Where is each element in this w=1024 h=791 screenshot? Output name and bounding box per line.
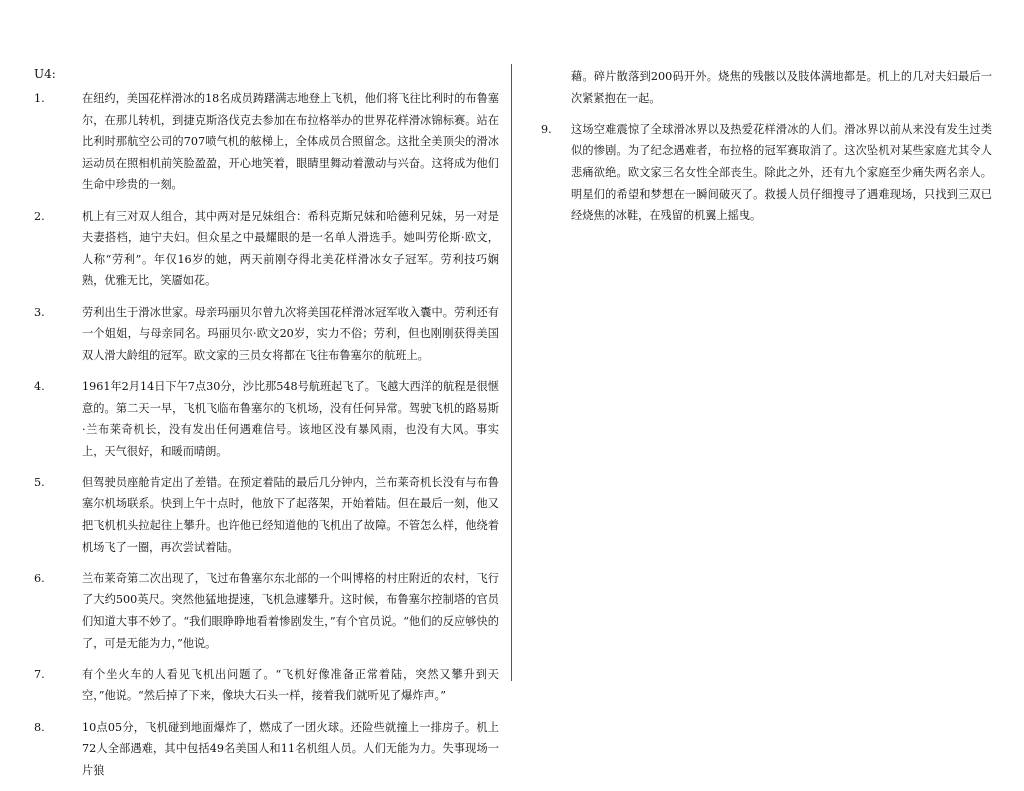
paragraph-3 <box>34 302 499 367</box>
paragraph-2 <box>34 206 499 292</box>
right-column <box>541 66 992 236</box>
paragraph-number: 5. <box>34 475 45 489</box>
paragraph-number: 1. <box>34 92 45 105</box>
paragraph-text: 兰布莱奇第二次出现了，飞过布鲁塞尔东北部的一个叫博格的村庄附近的农村，飞行了大约500英尺。突然他猛地提速，飞机急遽攀升。这时候，布鲁塞尔控制塔的官员们知道大事不妙了。“我们眼睁睁地看着惨剧发生，”有个官员说。“他们的反应够快的了，可是无能为力，”他说。 <box>82 571 499 650</box>
paragraph-text: 这场空难震惊了全球滑冰界以及热爱花样滑冰的人们。滑冰界以前从来没有发生过类似的惨剧。为了纪念遇难者，布拉格的冠军赛取消了。这次坠机对某些家庭尤其令人悲痛欲绝。欧文家三名女性全部丧生。除此之外，还有九个家庭至少痛失两名亲人。明星们的希望和梦想在一瞬间破灭了。救援人员仔细搜寻了遇难现场，只找到三双已经烧焦的冰鞋，在残留的机翼上摇曳。 <box>571 122 992 223</box>
paragraph-text: 藉。碎片散落到200码开外。烧焦的残骸以及肢体满地都是。机上的几对夫妇最后一次紧紧抱在一起。 <box>571 70 992 105</box>
paragraph-text: 劳利出生于滑冰世家。母亲玛丽贝尔曾九次将美国花样滑冰冠军收入囊中。劳利还有一个姐姐，与母亲同名。玛丽贝尔·欧文20岁，实力不俗；劳利，但也刚刚获得美国双人滑大龄组的冠军。欧文家的三员女将都在飞往布鲁塞尔的航班上。 <box>82 305 499 362</box>
paragraph-text: 10点05分，飞机碰到地面爆炸了，燃成了一团火球。还险些就撞上一排房子。机上72人全部遇难，其中包括49名美国人和11名机组人员。人们无能为力。失事现场一片狼 <box>82 720 499 777</box>
paragraph-text: 1961年2月14日下午7点30分，沙比那548号航班起飞了。飞越大西洋的航程是很惬意的。第二天一早，飞机飞临布鲁塞尔的飞机场，没有任何异常。驾驶飞机的路易斯·兰布莱奇机长，没有发出任何遇难信号。该地区没有暴风雨，也没有大风。事实上，天气很好，和暖而晴朗。 <box>82 379 499 458</box>
paragraph-4 <box>34 376 499 462</box>
paragraph-9 <box>541 119 992 227</box>
paragraph-number: 2. <box>34 209 45 223</box>
paragraph-text: 有个坐火车的人看见飞机出问题了。“飞机好像准备正常着陆，突然又攀升到天空，”他说。“然后掉了下来，像块大石头一样，接着我们就听见了爆炸声。” <box>82 667 499 703</box>
paragraph-1 <box>34 88 499 196</box>
paragraph-7 <box>34 664 499 707</box>
paragraph-5 <box>34 472 499 558</box>
unit-heading: U4: <box>34 67 56 81</box>
paragraph-text: 机上有三对双人组合，其中两对是兄妹组合：希科克斯兄妹和哈德利兄妹，另一对是夫妻搭档，迪宁夫妇。但众星之中最耀眼的是一名单人滑选手。她叫劳伦斯·欧文，人称“劳利”。年仅16岁的她，两天前刚夺得北美花样滑冰女子冠军。劳利技巧娴熟，优雅无比，笑靥如花。 <box>82 209 499 288</box>
column-divider <box>511 64 512 681</box>
paragraph-number: 7. <box>34 667 45 681</box>
left-column <box>34 66 499 791</box>
paragraph-number: 6. <box>34 571 45 585</box>
paragraph-6 <box>34 568 499 654</box>
paragraph-number: 4. <box>34 379 45 393</box>
paragraph-8-continuation <box>541 66 992 109</box>
paragraph-text: 在纽约，美国花样滑冰的18名成员踌躇满志地登上飞机，他们将飞往比利时的布鲁塞尔，在那儿转机，到捷克斯洛伐克去参加在布拉格举办的世界花样滑冰锦标赛。站在比利时那航空公司的707喷气机的舷梯上，全体成员合照留念。这批全美顶尖的滑冰运动员在照相机前笑脸盈盈，开心地笑着，眼睛里舞动着激动与兴奋。这将成为他们生命中珍贵的一刻。 <box>82 92 499 192</box>
paragraph-number: 3. <box>34 305 45 319</box>
paragraph-number: 9. <box>541 122 552 136</box>
paragraph-number: 8. <box>34 720 45 734</box>
paragraph-8 <box>34 717 499 782</box>
paragraph-text: 但驾驶员座舱肯定出了差错。在预定着陆的最后几分钟内，兰布莱奇机长没有与布鲁塞尔机场联系。快到上午十点时，他放下了起落架，开始着陆。但在最后一刻，他又把飞机机头拉起往上攀升。也许他已经知道他的飞机出了故障。不管怎么样，他绕着机场飞了一圈，再次尝试着陆。 <box>82 475 499 554</box>
